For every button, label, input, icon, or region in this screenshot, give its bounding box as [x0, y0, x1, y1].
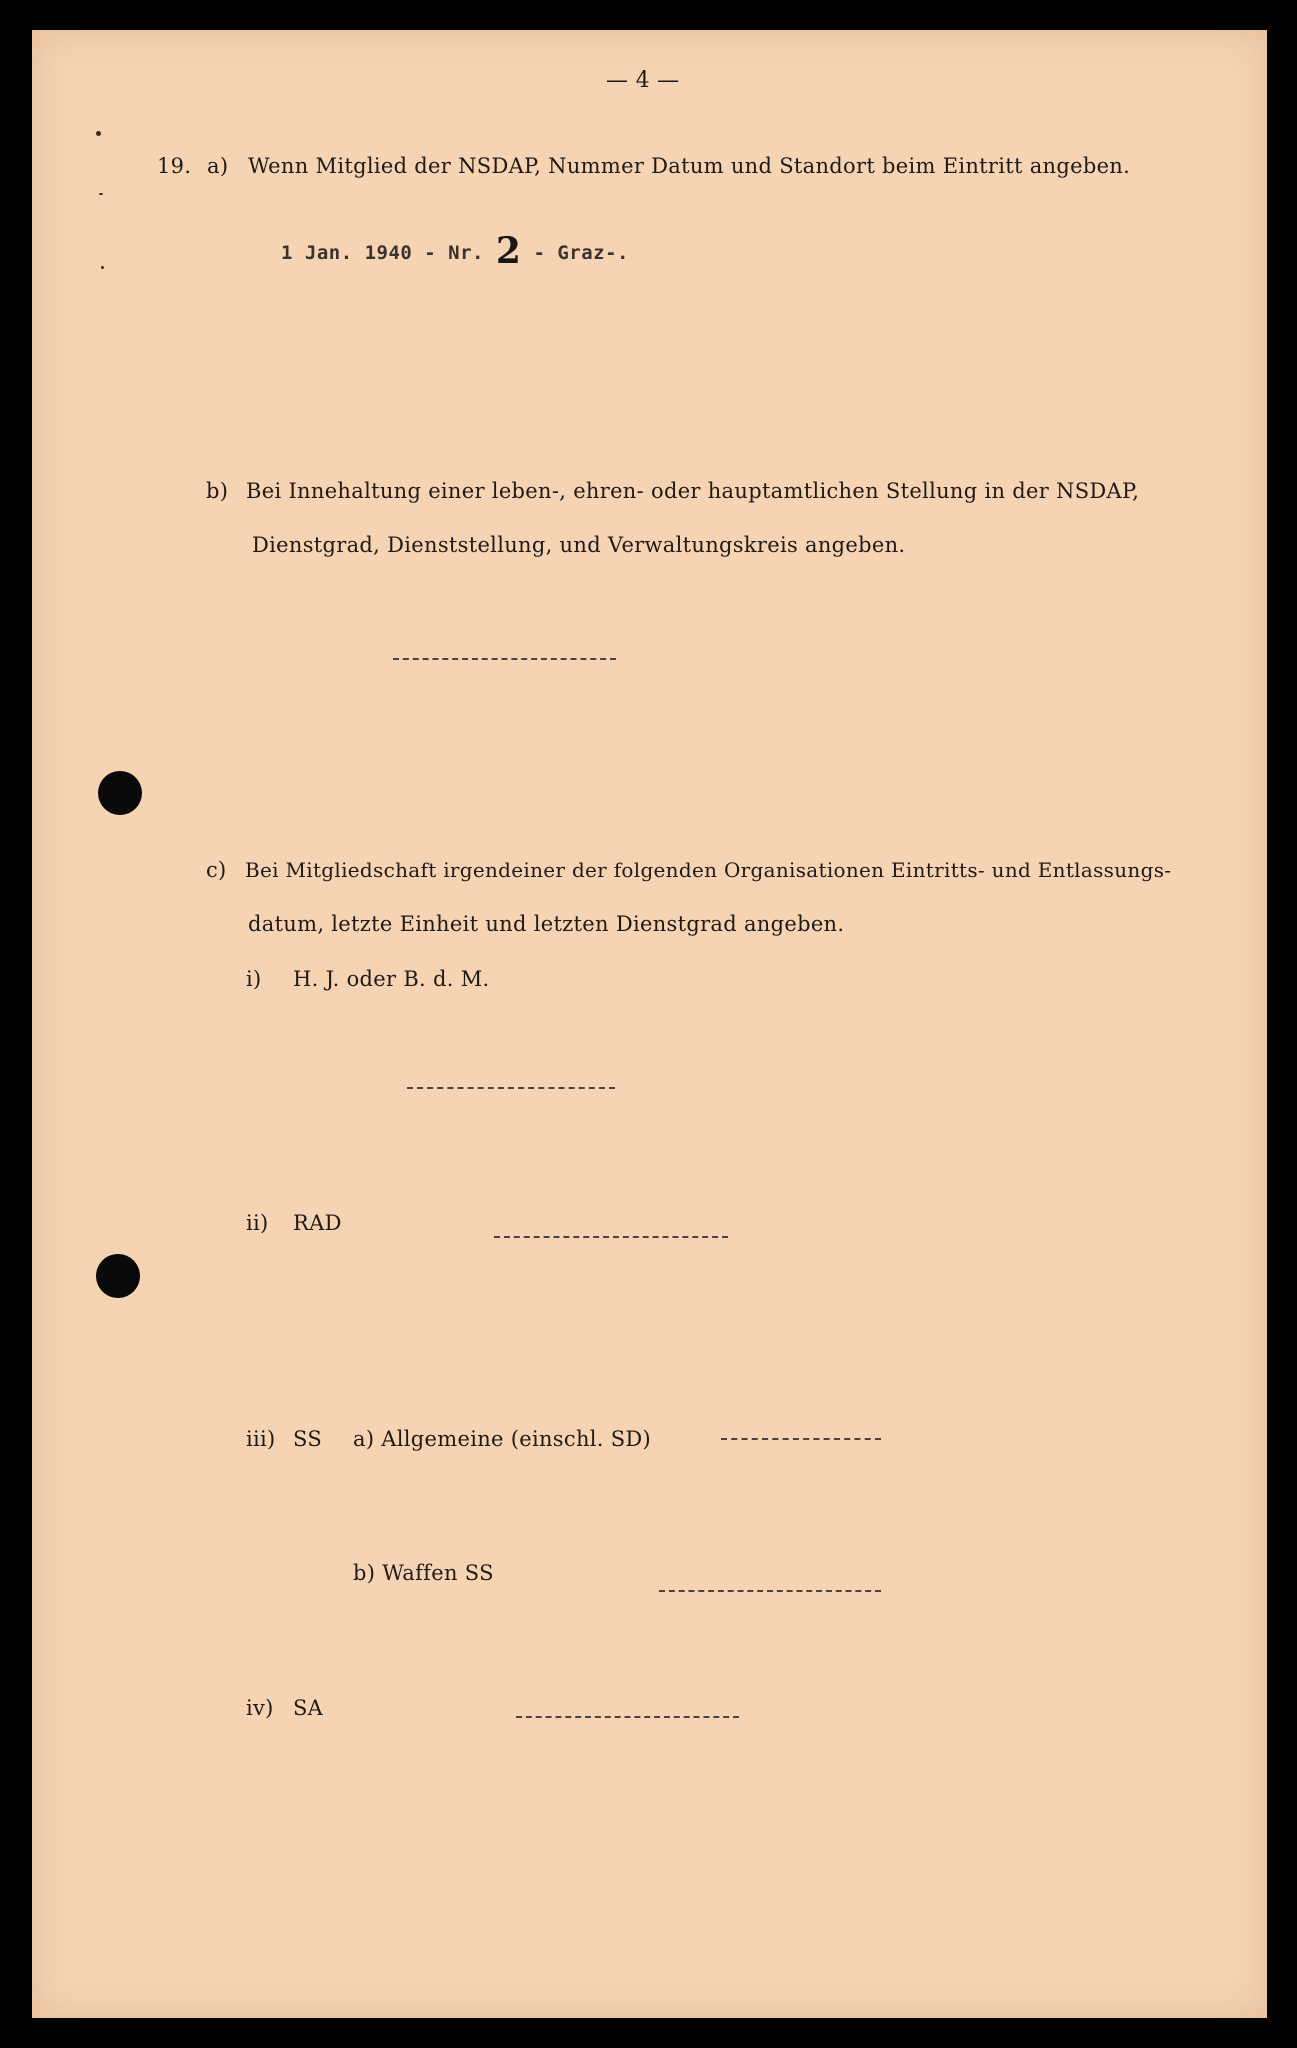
q19c-question-line2: datum, letzte Einheit und letzten Dienstgrad angeben.: [248, 912, 845, 936]
q19c-label: c): [206, 858, 227, 882]
item-iv-name: SA: [293, 1696, 324, 1720]
margin-mark: [96, 131, 101, 136]
item-iv-answer-line: [516, 1716, 739, 1718]
margin-mark: [99, 193, 103, 195]
q19a-answer-prefix: 1 Jan. 1940 - Nr.: [281, 242, 484, 264]
item-iii-label: iii): [246, 1427, 276, 1451]
item-ii-name: RAD: [293, 1211, 342, 1235]
punch-hole-lower: [96, 1254, 140, 1298]
item-iii-b-answer-line: [659, 1590, 881, 1592]
punch-hole-upper: [98, 771, 142, 815]
q19a-answer: [281, 230, 629, 272]
page-number: — 4 —: [606, 68, 680, 93]
item-ii-label: ii): [246, 1211, 269, 1235]
item-iv-label: iv): [246, 1696, 274, 1720]
q19b-question-line2: Dienstgrad, Dienststellung, und Verwaltungskreis angeben.: [252, 533, 906, 557]
item-iii-a-answer-line: [721, 1438, 881, 1440]
q19a-question: Wenn Mitglied der NSDAP, Nummer Datum und Standort beim Eintritt angeben.: [248, 154, 1131, 178]
question-number: 19.: [157, 154, 192, 178]
item-i-answer-line: [407, 1087, 615, 1089]
item-i-name: H. J. oder B. d. M.: [293, 967, 490, 991]
item-iii-a: a) Allgemeine (einschl. SD): [353, 1427, 652, 1451]
q19b-answer-line: [393, 658, 616, 660]
item-iii-b: b) Waffen SS: [353, 1561, 494, 1585]
item-i-label: i): [246, 967, 262, 991]
q19a-label: a): [207, 154, 229, 178]
q19a-answer-number: 2: [495, 230, 522, 272]
q19a-answer-suffix: - Graz-.: [533, 242, 629, 264]
form-page: [32, 30, 1267, 2018]
q19c-question-line1: Bei Mitgliedschaft irgendeiner der folgenden Organisationen Eintritts- und Entlassungs-: [245, 858, 1172, 882]
item-iii-name: SS: [293, 1427, 323, 1451]
q19b-question-line1: Bei Innehaltung einer leben-, ehren- oder hauptamtlichen Stellung in der NSDAP,: [246, 479, 1140, 503]
margin-mark: [101, 266, 104, 269]
q19b-label: b): [206, 479, 229, 503]
item-ii-answer-line: [494, 1236, 728, 1238]
